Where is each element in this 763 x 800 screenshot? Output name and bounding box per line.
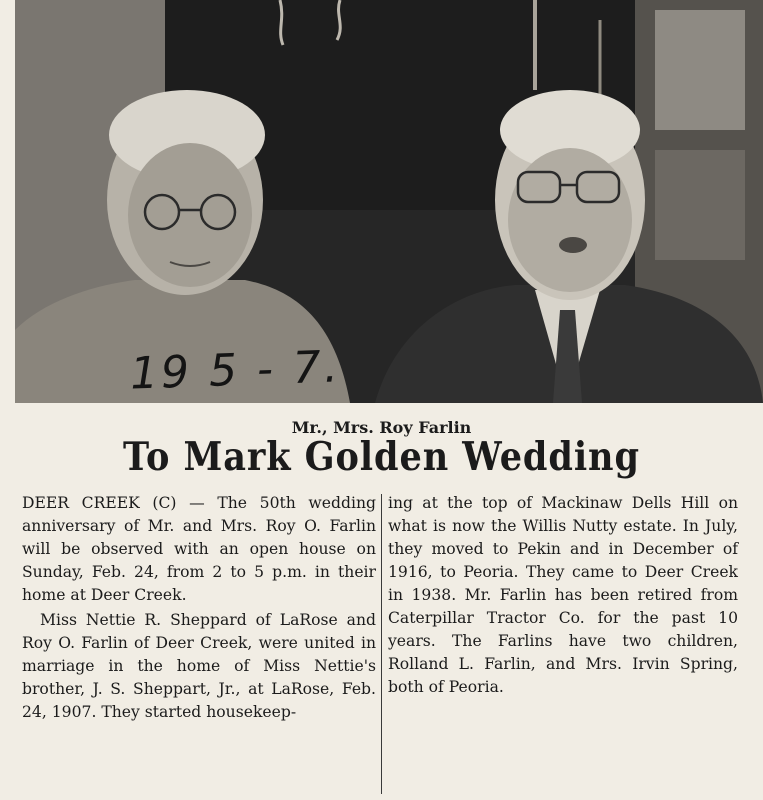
article-right-column [388,492,738,699]
article-paragraph: ing at the top of Mackinaw Dells Hill on what is now the Willis Nutty estate. In July, they moved to Pekin and in December of 1916, to Peoria. They came to Deer Creek in 1938. Mr. Farlin has been retired from Caterpillar Tractor Co. for the past 10 years. The Farlins have two children, Rolland L. Farlin, and Mrs. Irvin Spring, both of Peoria. [388,494,738,696]
article-subhead: Mr., Mrs. Roy Farlin [291,418,472,437]
couple-photo-drawing [15,0,763,403]
article-left-column [22,492,376,724]
couple-photo [15,0,763,403]
article-paragraph: Miss Nettie R. Sheppard of LaRose and Roy O. Farlin of Deer Creek, were united in marriage in the home of Miss Nettie's brother, J. S. Sheppart, Jr., at LaRose, Feb. 24, 1907. They started housekeep- [22,611,376,721]
article-headline: To Mark Golden Wedding [123,434,640,480]
column-divider [381,494,382,794]
article-paragraph: DEER CREEK (C) — The 50th wedding anniversary of Mr. and Mrs. Roy O. Farlin will be observed with an open house on Sunday, Feb. 24, from 2 to 5 p.m. in their home at Deer Creek. [22,494,376,604]
handwritten-date: 19 5 - 7. [129,341,342,400]
